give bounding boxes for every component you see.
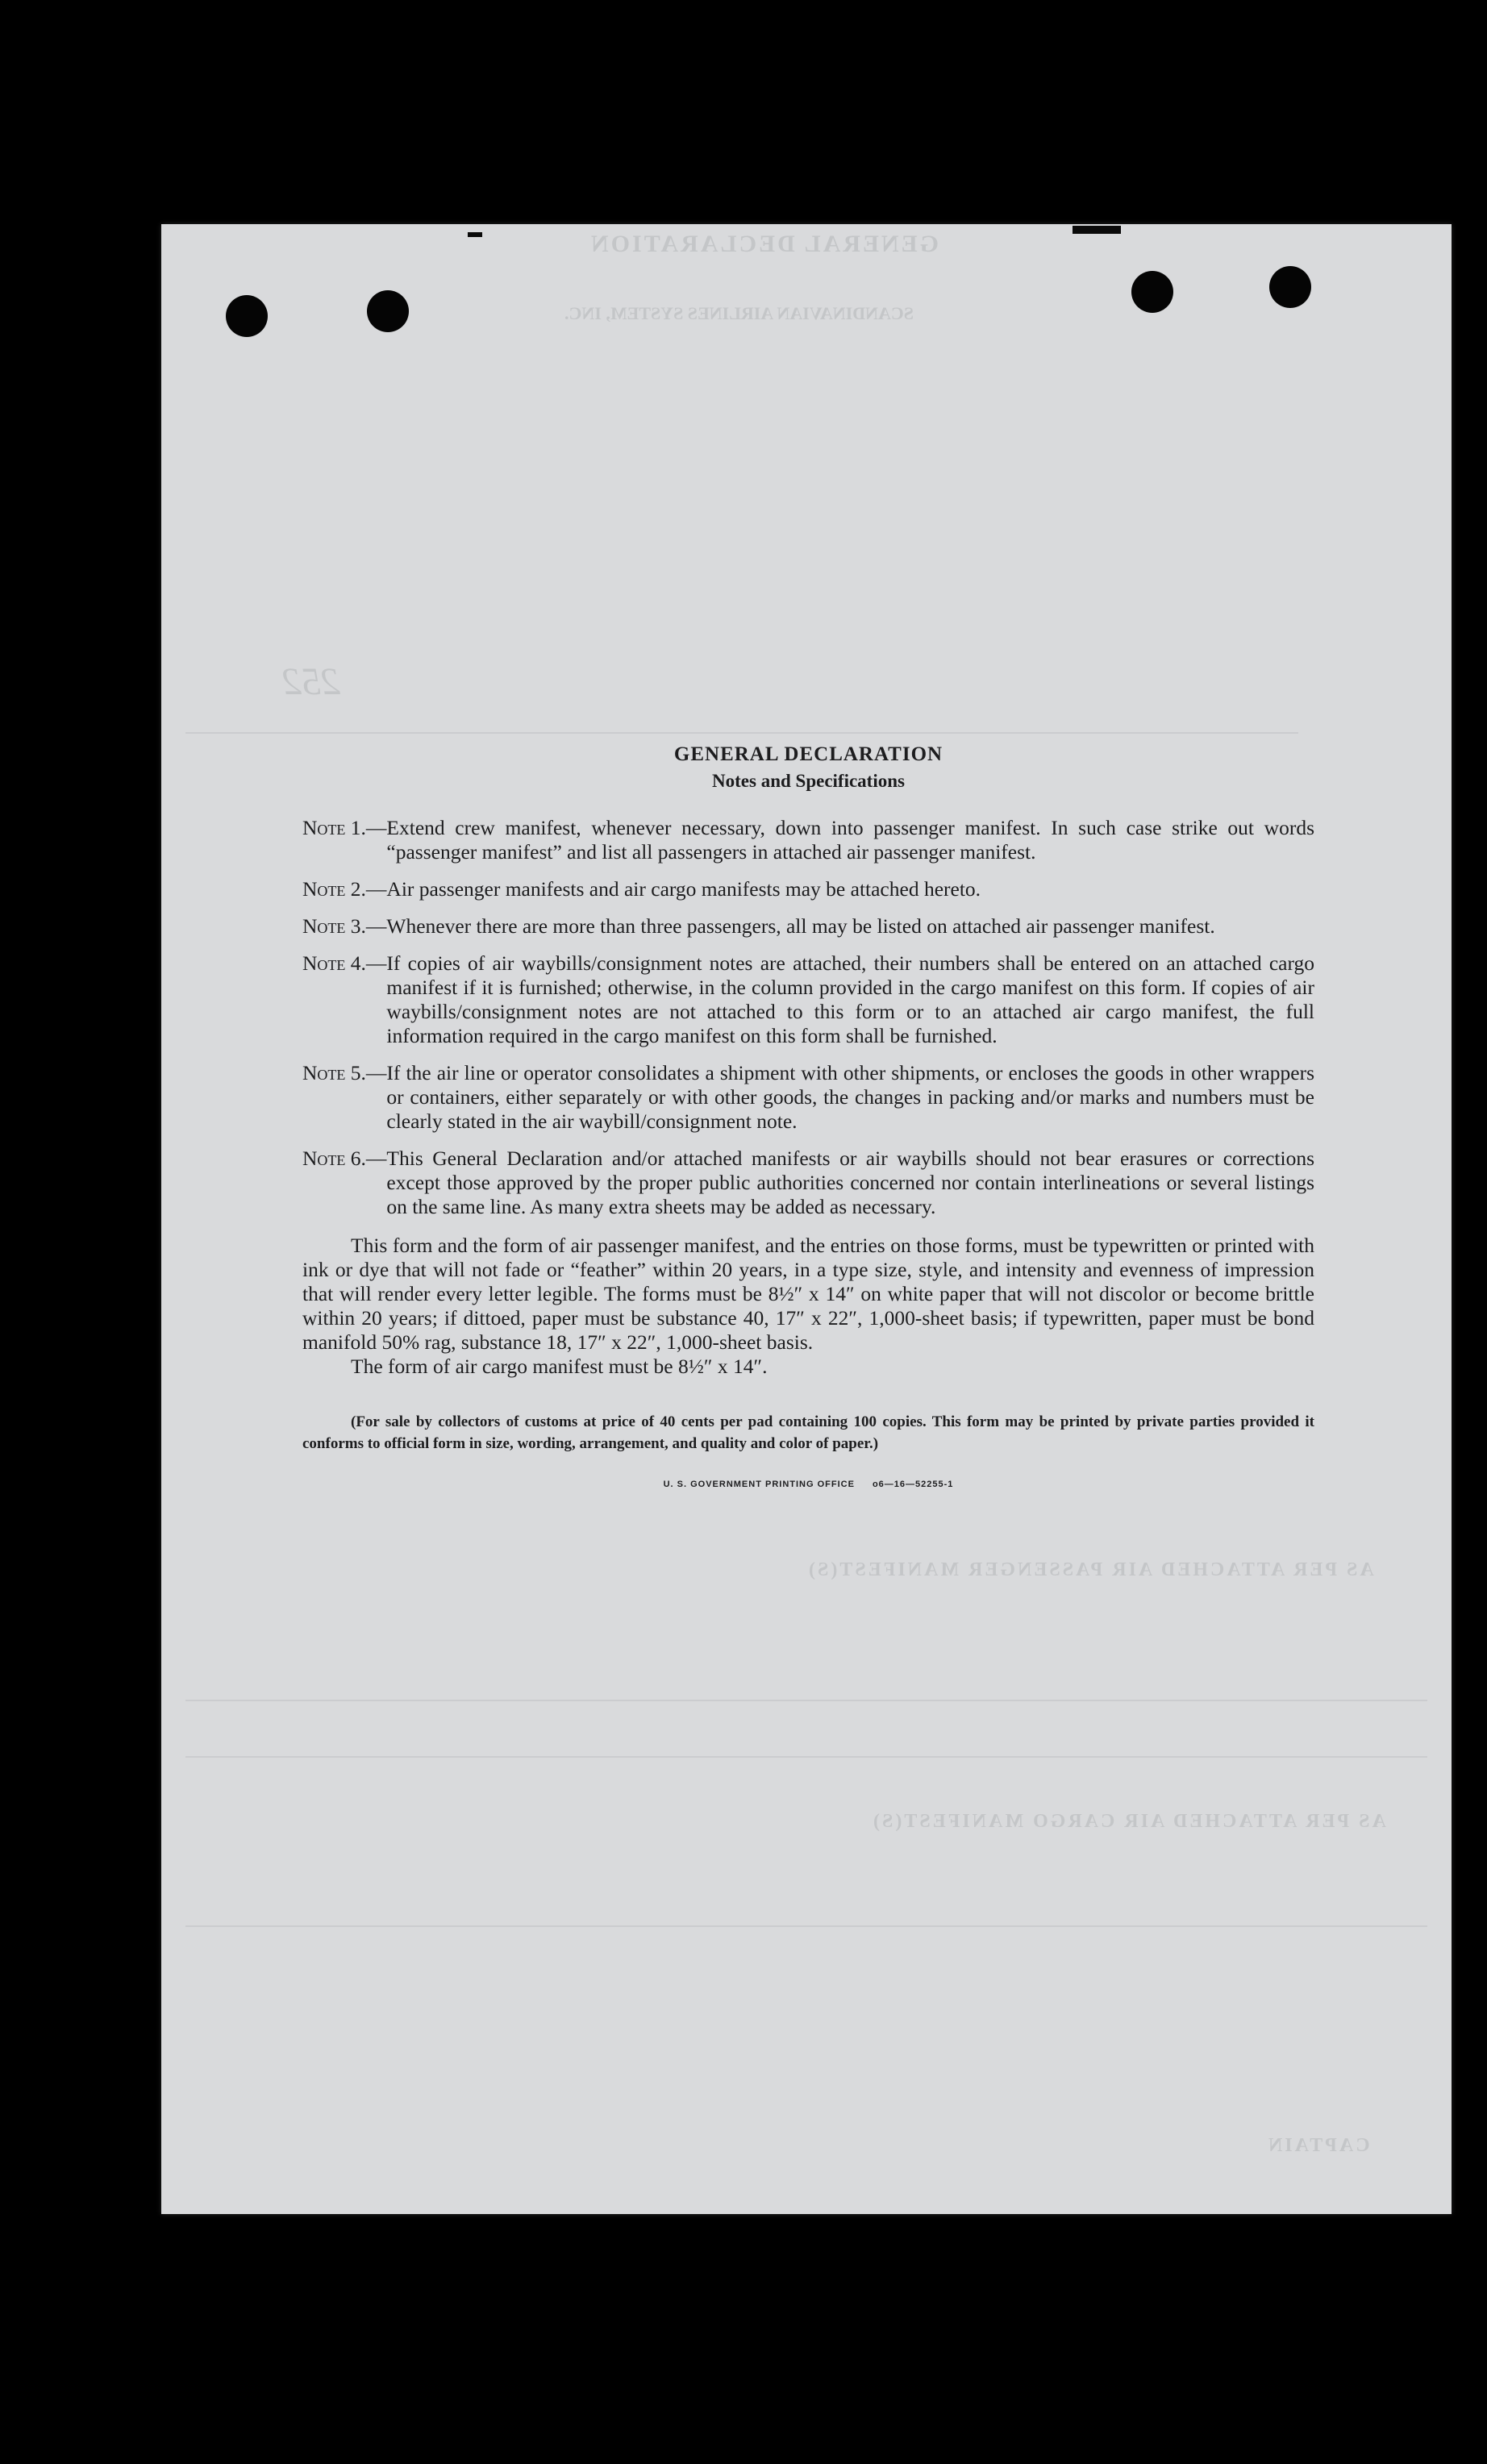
note-dash: — xyxy=(365,1061,387,1084)
declaration-notes xyxy=(302,742,1314,1496)
note-dash: — xyxy=(365,914,387,938)
punch-hole-left-1 xyxy=(226,295,268,337)
note-label: Note 5. xyxy=(302,1061,366,1084)
bleed-airline: SCANDINAVIAN AIRLINES SYSTEM, INC. xyxy=(564,303,914,323)
page-title: GENERAL DECLARATION xyxy=(673,743,943,765)
note-label: Note 1. xyxy=(302,816,366,839)
specification-paragraph: This form and the form of air passenger manifest, and the entries on those forms, must be typewritten or printed with ink or dye that will not fade or “feather” within 20 years, in a type size, style, and intensity and evenness of impression that will render every letter legible. The forms must be 8½″ x 14″ on white paper that will not discolor or become brittle within 20 years; if dittoed, paper must be substance 40, 17″ x 22″, 1,000-sheet basis; if typewritten, paper must be bond manifold 50% rag, substance 18, 17″ x 22″, 1,000-sheet basis. xyxy=(302,1234,1314,1354)
note-label: Note 2. xyxy=(302,877,366,901)
note-text: This General Declaration and/or attached manifests or air waybills should not bear erasures or corrections except those approved by the proper public authorities concerned nor contain interlineations or several listings on the same line. As many extra sheets may be added as necessary. xyxy=(386,1147,1314,1218)
note-6 xyxy=(302,1147,1314,1219)
punch-hole-right-2 xyxy=(1269,266,1311,308)
page-subtitle: Notes and Specifications xyxy=(712,771,905,791)
note-4 xyxy=(302,951,1314,1048)
note-1 xyxy=(302,816,1314,864)
note-2 xyxy=(302,877,1314,901)
note-dash: — xyxy=(365,951,387,975)
punch-hole-right-1 xyxy=(1131,271,1173,313)
note-text: Whenever there are more than three passengers, all may be listed on attached air passenger manifest. xyxy=(386,914,1215,938)
note-label: Note 4. xyxy=(302,951,366,975)
note-dash: — xyxy=(365,1147,387,1170)
note-label: Note 3. xyxy=(302,914,366,938)
note-5 xyxy=(302,1061,1314,1134)
printer-name: U. S. GOVERNMENT PRINTING OFFICE xyxy=(663,1480,855,1489)
printer-line xyxy=(302,1472,1314,1496)
printer-code: o6—16—52255-1 xyxy=(872,1480,954,1489)
cargo-manifest-size: The form of air cargo manifest must be 8½″ x 14″. xyxy=(351,1355,768,1378)
bleed-stamp-cargo: AS PER ATTACHED AIR CARGO MANIFEST(S) xyxy=(871,1811,1386,1832)
note-text: Extend crew manifest, whenever necessary, down into passenger manifest. In such case strike out words “passenger manifest” and list all passengers in attached air passenger manifest. xyxy=(386,816,1314,864)
bleed-rule xyxy=(185,1700,1427,1701)
note-dash: — xyxy=(365,877,387,901)
note-text: Air passenger manifests and air cargo manifests may be attached hereto. xyxy=(386,877,981,901)
note-label: Note 6. xyxy=(302,1147,366,1170)
bleed-rule xyxy=(185,1925,1427,1927)
bleed-number: 252 xyxy=(282,660,340,703)
bleed-stamp-passenger: AS PER ATTACHED AIR PASSENGER MANIFEST(S) xyxy=(806,1559,1374,1580)
note-text: If the air line or operator consolidates a shipment with other shipments, or encloses the goods in other wrappers or containers, either separately or with other goods, the changes in packing and/or marks and numbers must be clearly stated in the air waybill/consignment note. xyxy=(386,1061,1314,1133)
bleed-header-title: GENERAL DECLARATION xyxy=(589,231,939,257)
bleed-rule xyxy=(185,1756,1427,1758)
note-dash: — xyxy=(365,816,387,839)
sale-notice: (For sale by collectors of customs at price of 40 cents per pad containing 100 copies. This form may be printed by private parties provided it conforms to official form in size, wording, arrangement, and quality and color of paper.) xyxy=(302,1413,1314,1452)
bleed-captain: CAPTAIN xyxy=(1266,2135,1370,2156)
note-3 xyxy=(302,914,1314,939)
edge-mark xyxy=(468,232,482,237)
punch-hole-left-2 xyxy=(367,290,409,332)
edge-mark xyxy=(1073,226,1121,234)
note-text: If copies of air waybills/consignment notes are attached, their numbers shall be entered on an attached cargo manifest if it is furnished; otherwise, in the column provided in the cargo manifest on this form. If copies of air waybills/consignment notes are not attached to this form or to an attached air cargo manifest, the full information required in the cargo manifest on this form shall be furnished. xyxy=(386,951,1314,1047)
bleed-rule xyxy=(185,732,1298,734)
